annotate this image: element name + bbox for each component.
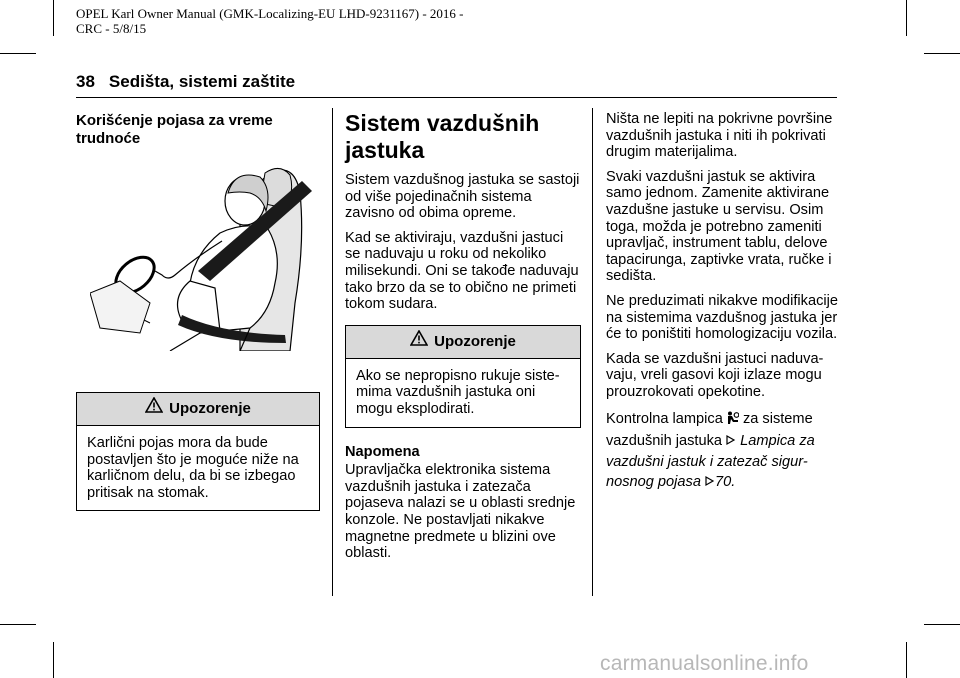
warning-header xyxy=(346,326,580,359)
column-2 xyxy=(345,110,581,562)
reference-page-number[interactable]: 70. xyxy=(715,473,736,490)
section-heading: Korišćenje pojasa za vreme trudnoće xyxy=(76,112,273,147)
lamp-text: za sisteme vazdušnih jastuka xyxy=(606,410,813,449)
section-title: Sedišta, sistemi zaštite xyxy=(108,72,296,91)
document-header xyxy=(76,6,464,36)
crop-mark xyxy=(906,642,907,678)
cross-reference-link[interactable]: Lampica za vazdušni jastuk i zatezač sigur-nosnog pojasa xyxy=(606,432,815,490)
warning-text: Ako se nepropisno rukuje siste-mima vazdušnih jastuka oni mogu eksplodirati. xyxy=(356,367,560,417)
crop-mark xyxy=(0,53,36,54)
paragraph: Ne preduzimati nikakve modifikacije na sistemima vazdušnog jastuka jer će to poništiti homologizaciju vozila. xyxy=(606,292,838,343)
crop-mark xyxy=(0,624,36,625)
column-divider xyxy=(592,108,593,596)
crop-mark xyxy=(53,0,54,36)
page-heading xyxy=(76,72,295,92)
column-3 xyxy=(606,111,838,501)
warning-box xyxy=(76,392,320,511)
page-reference-icon xyxy=(726,432,736,452)
paragraph: Svaki vazdušni jastuk se aktivira samo jednom. Zamenite aktivirane vazdušne jastuke u servisu. Osim toga, možda je potrebno zameniti upravljač, instrument tablu, delove tapacirunga, zaptivke vrata, ručke i sedišta. xyxy=(606,168,832,285)
page-number: 38 xyxy=(76,72,95,91)
header-rule xyxy=(76,97,837,98)
warning-box xyxy=(345,325,581,428)
section-heading: Sistem vazdušnih jastuka xyxy=(345,110,540,163)
lamp-text: Kontrolna lampica xyxy=(606,410,723,427)
note-text: Upravljačka elektronika sistema vazdušnih jastuka i zatezača pojaseva nalazi se u oblasti srednje konzole. Ne postavljati nikakve magnetne predmete u blizini ove oblasti. xyxy=(345,462,576,562)
note-title: Napomena xyxy=(345,443,420,460)
warning-header xyxy=(77,393,319,426)
page-reference-icon xyxy=(705,473,715,493)
warning-title: Upozorenje xyxy=(169,400,251,417)
header-line-2: CRC - 5/8/15 xyxy=(76,21,147,36)
paragraph: Kad se aktiviraju, vazdušni jastuci se naduvaju u roku od nekoliko milisekundi. Oni se takođe naduvaju tako brzo da se to obično ne primeti tokom sudara. xyxy=(345,229,579,313)
paragraph xyxy=(606,409,838,493)
column-divider xyxy=(332,108,333,596)
paragraph: Ništa ne lepiti na pokrivne površine vazdušnih jastuka i niti ih pokrivati drugim materijalima. xyxy=(606,111,833,161)
pregnancy-seatbelt-illustration xyxy=(90,163,320,351)
crop-mark xyxy=(53,642,54,678)
paragraph: Kada se vazdušni jastuci naduva-vaju, vreli gasovi koji izlaze mogu prouzrokovati opekotine. xyxy=(606,350,824,400)
warning-triangle-icon xyxy=(410,326,428,358)
crop-mark xyxy=(924,53,960,54)
paragraph: Sistem vazdušnog jastuka se sastoji od više pojedinačnih sistema zavisno od obima opreme. xyxy=(345,172,580,222)
warning-text: Karlični pojas mora da bude postavljen što je moguće niže na karličnom delu, da bi se izbegao pritisak na stomak. xyxy=(87,435,299,501)
warning-triangle-icon xyxy=(145,393,163,425)
header-line-1: OPEL Karl Owner Manual (GMK-Localizing-EU LHD-9231167) - 2016 - xyxy=(76,6,464,21)
airbag-warning-lamp-icon xyxy=(727,411,739,431)
warning-title: Upozorenje xyxy=(434,332,516,350)
crop-mark xyxy=(924,624,960,625)
watermark-text: carmanualsonline.info xyxy=(600,652,809,675)
crop-mark xyxy=(906,0,907,36)
